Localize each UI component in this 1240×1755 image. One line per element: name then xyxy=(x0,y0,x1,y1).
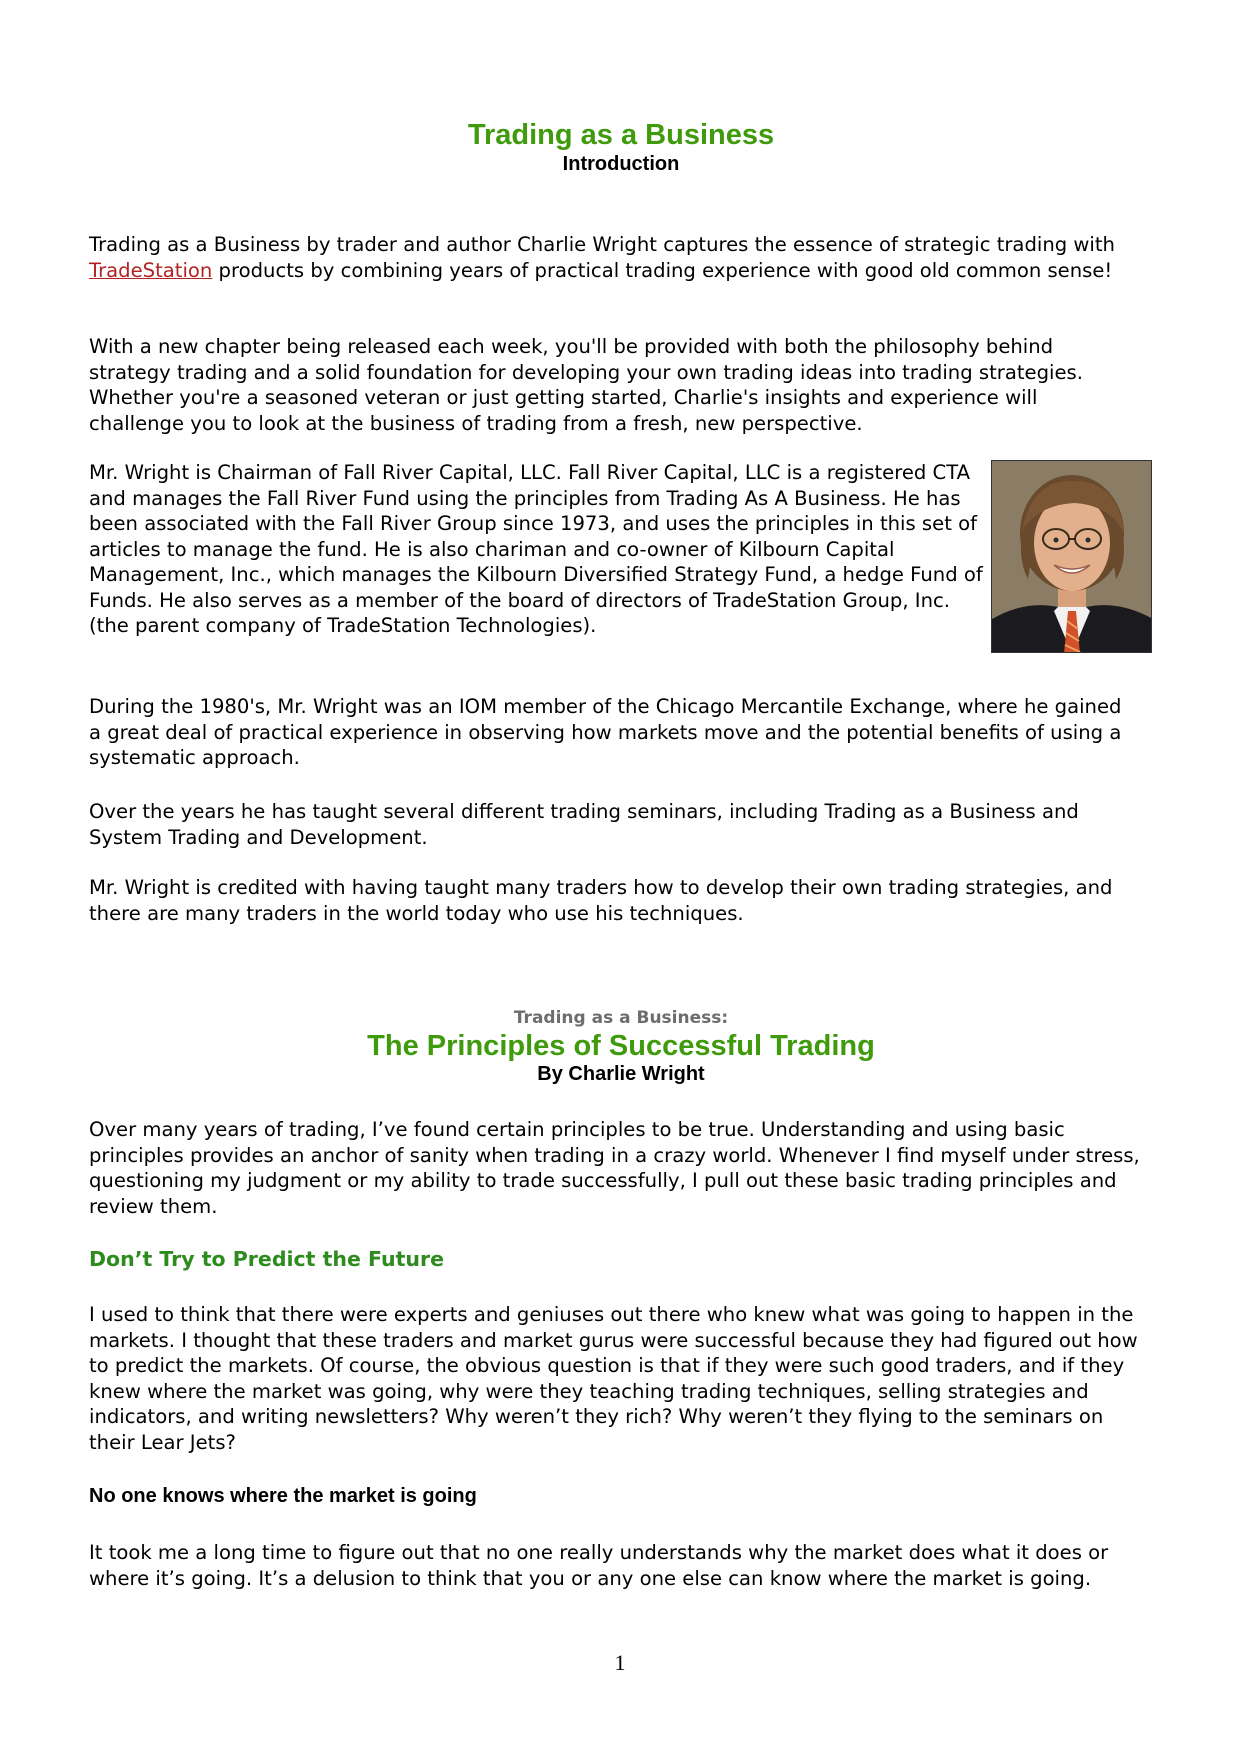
intro-paragraph-1 xyxy=(89,232,1153,283)
intro-p1-text-start: Trading as a Business by trader and author Charlie Wright captures the essence of strategic trading with xyxy=(89,233,1115,256)
intro-paragraph-5: Over the years he has taught several different trading seminars, including Trading as a Business and System Trading and Development. xyxy=(89,800,1079,849)
intro-p1-text-end: products by combining years of practical trading experience with good old common sense! xyxy=(212,258,1113,282)
article-paragraph-2: I used to think that there were experts and geniuses out there who knew what was going to happen in the markets. I thought that these traders and market gurus were successful because they had figured out how to predict the markets. Of course, the obvious question is that if they were such good traders, and if they knew where the market was going, why were they teaching trading techniques, selling strategies and indicators, and writing newsletters? Why weren’t they rich? Why weren’t they flying to the seminars on their Lear Jets? xyxy=(89,1303,1138,1454)
intro-title: Trading as a Business xyxy=(467,119,775,151)
author-photo xyxy=(991,460,1152,653)
article-paragraph-3: It took me a long time to figure out that no one really understands why the market does what it does or where it’s going. It’s a delusion to think that you or any one else can know where the market is going. xyxy=(89,1541,1109,1590)
article-byline: By Charlie Wright xyxy=(537,1063,705,1085)
intro-paragraph-6: Mr. Wright is credited with having taught many traders how to develop their own trading strategies, and there are many traders in the world today who use his techniques. xyxy=(89,876,1113,925)
article-paragraph-1: Over many years of trading, I’ve found certain principles to be true. Understanding and using basic principles provides an anchor of sanity when trading in a crazy world. Whenever I find myself under stress, questioning my judgment or my ability to trade successfully, I pull out these basic trading principles and review them. xyxy=(89,1118,1140,1218)
article-kicker: Trading as a Business: xyxy=(513,1008,729,1028)
portrait-illustration xyxy=(992,461,1152,653)
section-heading-predict-future: Don’t Try to Predict the Future xyxy=(89,1247,445,1271)
section-heading-no-one-knows: No one knows where the market is going xyxy=(89,1485,477,1507)
tradestation-link[interactable]: TradeStation xyxy=(89,258,213,282)
article-title: The Principles of Successful Trading xyxy=(367,1030,875,1062)
page-number: 1 xyxy=(614,1650,626,1675)
intro-paragraph-4: During the 1980's, Mr. Wright was an IOM member of the Chicago Mercantile Exchange, where he gained a great deal of practical experience in observing how markets move and the potential benefits of using a systematic approach. xyxy=(89,695,1122,769)
intro-subtitle: Introduction xyxy=(562,153,680,175)
intro-paragraph-3: Mr. Wright is Chairman of Fall River Capital, LLC. Fall River Capital, LLC is a registered CTA and manages the Fall River Fund using the principles from Trading As A Business. He has been associated with the Fall River Group since 1973, and uses the principles in this set of articles to manage the fund. He is also chariman and co-owner of Kilbourn Capital Management, Inc., which manages the Kilbourn Diversified Strategy Fund, a hedge Fund of Funds. He also serves as a member of the board of directors of TradeStation Group, Inc. (the parent company of TradeStation Technologies). xyxy=(89,461,983,637)
intro-paragraph-2: With a new chapter being released each week, you'll be provided with both the philosophy behind strategy trading and a solid foundation for developing your own trading ideas into trading strategies. Whether you're a seasoned veteran or just getting started, Charlie's insights and experience will challenge you to look at the business of trading from a fresh, new perspective. xyxy=(89,335,1083,435)
